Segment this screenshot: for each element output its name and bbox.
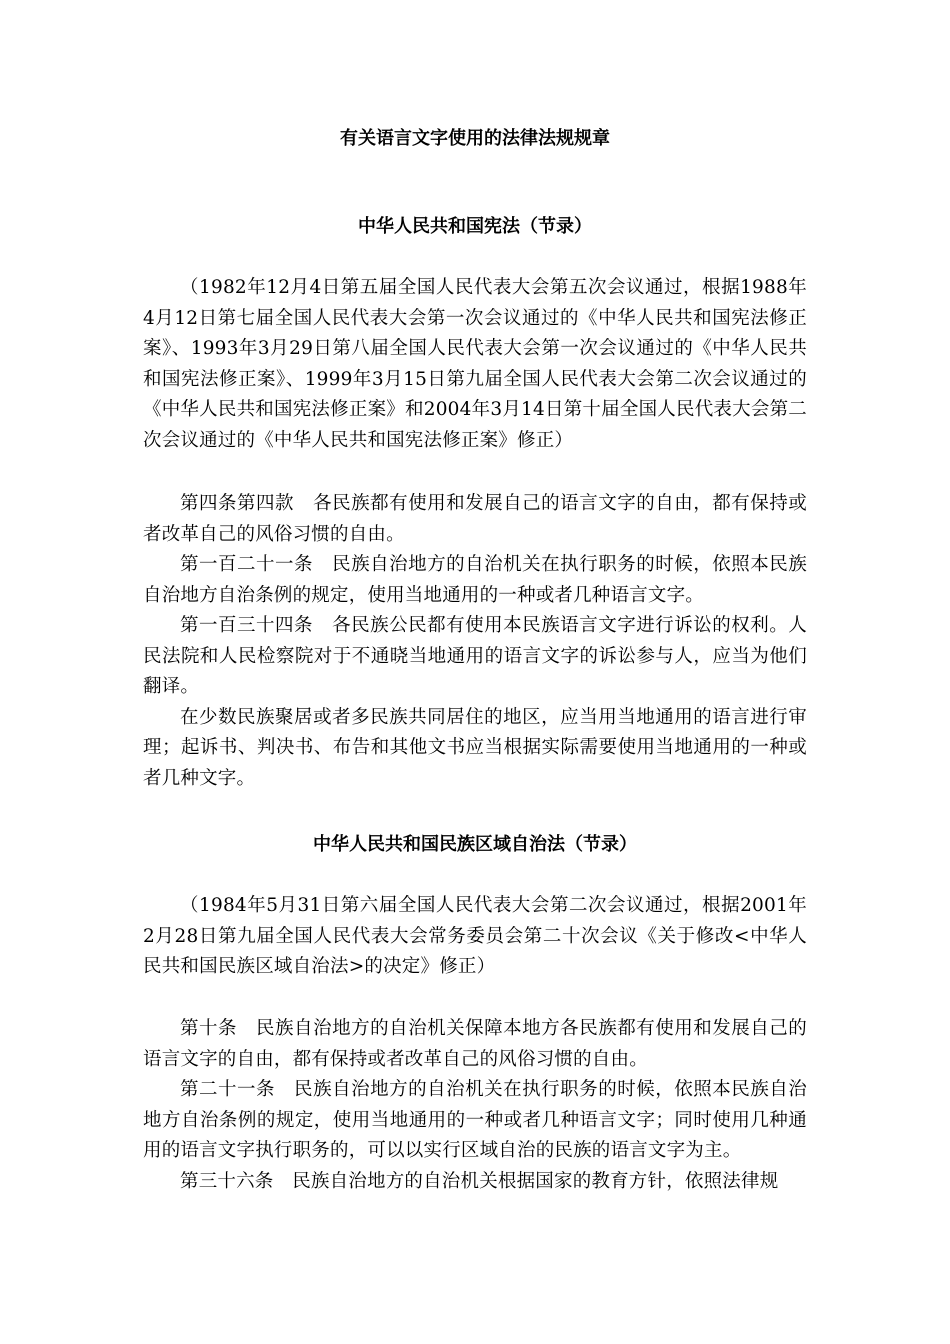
section-heading-constitution: 中华人民共和国宪法（节录） [358,216,592,237]
article-paragraph: 第十条 民族自治地方的自治机关保障本地方各民族都有使用和发展自己的语言文字的自由，都有保持或者改革自己的风俗习惯的自由。 [143,1018,807,1070]
article-paragraph: 第一百二十一条 民族自治地方的自治机关在执行职务的时候，依照本民族自治地方自治条例的规定，使用当地通用的一种或者几种语言文字。 [143,554,807,606]
autonomy-note-block [143,891,807,983]
constitution-articles-block [143,489,807,794]
article-paragraph: 第四条第四款 各民族都有使用和发展自己的语言文字的自由，都有保持或者改革自己的风俗习惯的自由。 [143,493,807,545]
article-paragraph: 第一百三十四条 各民族公民都有使用本民族语言文字进行诉讼的权利。人民法院和人民检察院对于不通晓当地通用的语言文字的诉讼参与人，应当为他们翻译。 [143,615,807,697]
constitution-amendment-note: （1982年12月4日第五届全国人民代表大会第五次会议通过，根据1988年4月12日第七届全国人民代表大会第一次会议通过的《中华人民共和国宪法修正案》、1993年3月29日第八届全国人民代表大会第一次会议通过的《中华人民共和国宪法修正案》、1999年3月15日第九届全国人民代表大会第二次会议通过的《中华人民共和国宪法修正案》和2004年3月14日第十届全国人民代表大会第二次会议通过的《中华人民共和国宪法修正案》修正） [143,277,807,451]
constitution-note-block [143,273,807,456]
article-paragraph: 第三十六条 民族自治地方的自治机关根据国家的教育方针，依照法律规 [180,1170,779,1192]
section-heading-autonomy-law: 中华人民共和国民族区域自治法（节录） [313,834,637,855]
autonomy-articles-block [143,1014,807,1197]
article-paragraph: 在少数民族聚居或者多民族共同居住的地区，应当用当地通用的语言进行审理；起诉书、判决书、布告和其他文书应当根据实际需要使用当地通用的一种或者几种文字。 [143,706,807,789]
autonomy-amendment-note: （1984年5月31日第六届全国人民代表大会第二次会议通过，根据2001年2月28日第九届全国人民代表大会常务委员会第二十次会议《关于修改<中华人民共和国民族区域自治法>的决定》修正） [143,895,807,977]
document-title: 有关语言文字使用的法律法规规章 [340,128,610,149]
article-paragraph: 第二十一条 民族自治地方的自治机关在执行职务的时候，依照本民族自治地方自治条例的规定，使用当地通用的一种或者几种语言文字；同时使用几种通用的语言文字执行职务的，可以以实行区域自治的民族的语言文字为主。 [143,1079,807,1161]
